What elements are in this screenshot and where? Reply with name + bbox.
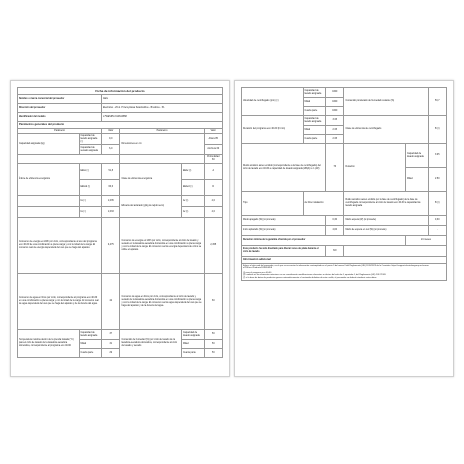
- noise-duration-full-value: 3:05: [428, 144, 446, 168]
- energy-consumption-value: 0,475: [102, 218, 120, 274]
- rinsing2-value: 4,0: [204, 207, 222, 218]
- depth-value: 63: [211, 159, 215, 162]
- sheet-title: Ficha de información del producto: [18, 88, 223, 95]
- energy-class-w: A: [204, 164, 222, 180]
- eei-w-label: EEIw (¹): [79, 164, 102, 180]
- dimensions-label: Dimensiones en cm: [120, 134, 204, 155]
- rinsing-value: 4,0: [204, 196, 222, 207]
- spin-half-value: 1600: [326, 98, 344, 107]
- eei-wd-label-2: EEIwd (¹): [181, 180, 204, 196]
- energy-consumption-wd-label: Consumo de energía en kWh por ciclo, correspondiente al ciclo de lavado y secado en la lavadora-secadora doméstica en una combinación a plena carga y con la mitad de la carga. El consumo real de energía dependerá de cómo se utilice el aparato.: [120, 218, 204, 274]
- col-value-header-2: Valor: [204, 129, 222, 134]
- col-value-header: Valor: [102, 129, 120, 134]
- standby-label: Modo espera (W) (si procede): [344, 216, 428, 226]
- noise-class-label: Ruido acústico aéreo emitido (en la fase de centrifugado) de la fase de centrifugado correspondiente al ciclo de lavado eco 40-60 a capacidad de lavado asignada: [344, 192, 428, 216]
- warranty-label: Duración mínima de la garantía ofrecida por el proveedor: [242, 236, 406, 246]
- capacity-wash-label: Capacidad de lavado asignada (¹): [79, 134, 102, 145]
- moisture-half-label: Mitad: [181, 340, 204, 349]
- iw2-label-2: Iw (¹): [181, 207, 204, 218]
- noise-class-value: B (²): [428, 192, 446, 216]
- spin-class-value: B (²): [428, 116, 446, 144]
- address-label: Dirección del proveedor: [18, 104, 102, 113]
- spin-half-label: Mitad: [303, 98, 326, 107]
- networked-standby-value: -: [428, 226, 446, 236]
- duration-half-label: Mitad: [303, 126, 326, 135]
- duration-half-value: 2:45: [326, 126, 344, 135]
- networked-standby-label: Modo de espera en red (W) (si procede): [344, 226, 428, 236]
- silver-ions-label: Este producto ha sido diseñado para liberar iones de plata durante el ciclo de lavado: [242, 246, 326, 257]
- iw-label-2: Iw (¹): [181, 196, 204, 207]
- water-consumption-wd-value: 63: [204, 274, 222, 330]
- off-mode-label: Modo apagado (W) (si procede): [242, 216, 326, 226]
- standby-value: 0,30: [428, 216, 446, 226]
- moisture-half-value: 53: [204, 340, 222, 349]
- temp-half-value: 31: [102, 340, 120, 349]
- water-consumption-wd-label: Consumo de agua en litros por ciclo, correspondiente al ciclo de lavado y secado de la lavadora-secadora doméstica en una combinación a plena carga y con la mitad de la carga. El consumo real de agua dependerá del uso que se haga del aparato y de la dureza del agua.: [120, 274, 204, 330]
- address-value: Electrolux - 26 ul. Przemyslowa Swiebodzice - Brudnice - PL: [102, 104, 223, 113]
- duration-full-label: Capacidad de lavado asignada: [303, 116, 326, 126]
- noise-duration-label: Duración: [344, 144, 406, 192]
- params-heading: Parámetros generales del producto: [18, 122, 223, 129]
- col-param-header-2: Parámetro: [120, 129, 204, 134]
- model-value: L7WES951 914610858: [102, 113, 223, 122]
- temp-quarter-value: 29: [102, 349, 120, 358]
- energy-class-label: Clase de eficiencia energética: [120, 164, 182, 196]
- temp-full-label: Capacidad de lavado asignada: [79, 330, 102, 340]
- product-info-table: [17, 87, 223, 358]
- temp-full-value: 37: [102, 330, 120, 340]
- spin-class-label: Clase de eficiencia de centrifugado: [344, 116, 428, 144]
- additional-info-link-text: Enlace al sitio web del proveedor, en el que se encuentra la información contemplada en el punto 9 del anexo II del Reglamento (UE) 2019/2023 de la Comisión: https://support.electroluxgroup.eu/scene-e/PSDocs/Products/914610858: [243, 264, 430, 270]
- temp-half-label: Mitad: [79, 340, 102, 349]
- residual-moisture-label: Contenido ponderado de humedad restante (%): [344, 88, 428, 116]
- water-consumption-label: Consumo de agua en litros por ciclo, correspondiente al programa eco 40-60 en una combinación a plena carga y con la mitad de la carga. El consumo real de agua dependerá del uso que se haga del aparato y de la dureza del agua.: [18, 274, 102, 330]
- silver-ions-value: NO: [326, 246, 344, 257]
- noise-duration-half-value: 2:50: [428, 168, 446, 192]
- duration-full-value: 3:45: [326, 116, 344, 126]
- spin-speed-label: Velocidad de centrifugado (rpm) (¹): [242, 88, 304, 116]
- iw2-label: Iw (¹): [79, 207, 102, 218]
- footnote-3: (³) si la base de datos de productos genera automáticamente el contenido definitivo de esta casilla, el proveedor no deberá introducir estos datos: [243, 277, 377, 279]
- duration-quarter-label: Cuarta parte: [303, 135, 326, 144]
- noise-label: Ruido acústico aéreo emitido (correspondiente a la fase de centrifugado) del ciclo de lavado eco 40-60 a capacidad de lavado asignada (dB(A) re 1 pW): [242, 144, 326, 192]
- width-label: Anchura: [207, 148, 216, 151]
- noise-duration-half-label: Mitad: [405, 168, 428, 192]
- additional-info-text: [242, 264, 447, 281]
- product-info-table-2: [241, 87, 447, 281]
- page-left: [10, 80, 230, 377]
- eei-label: Índice de eficiencia energética: [18, 164, 80, 196]
- col-param-header: Parámetro: [18, 129, 102, 134]
- energy-consumption-wd-value: 2,455: [204, 218, 222, 274]
- height-label: Altura: [208, 137, 215, 140]
- duration-label: Duración del programa eco 40-60 (h:min): [242, 116, 304, 144]
- eei-wd-value: 66,6: [102, 180, 120, 196]
- width-value: 60: [216, 148, 220, 151]
- moisture-quarter-label: Cuarta parte: [181, 349, 204, 358]
- spin-quarter-value: 1600: [326, 107, 344, 116]
- moisture-quarter-value: 53: [204, 349, 222, 358]
- temp-quarter-label: Cuarta parte: [79, 349, 102, 358]
- residual-moisture-value: 53,7: [428, 88, 446, 116]
- depth-label: Profundidad: [207, 156, 220, 159]
- footnote-2: (²) cambios en los elementos anteriores no se considerarán modificaciones relevantes a efectos del artículo 4, apartado 4, del Reglamento (UE) 2017/1369: [243, 274, 386, 277]
- eei-wd-label: EEIwd (¹): [79, 180, 102, 196]
- off-mode-value: 0,30: [326, 216, 344, 226]
- iw-value: 1,035: [102, 196, 120, 207]
- additional-info-heading: Información adicional: [242, 257, 447, 264]
- footnote-1: (¹) para el programa eco 40-60: [243, 271, 272, 274]
- warranty-value: 24 meses: [405, 236, 446, 246]
- duration-quarter-value: 2:45: [326, 135, 344, 144]
- type-label: Tipo: [242, 192, 304, 216]
- moisture-label: Contenido de humedad (%) por ciclo de lavado de la lavadora-secadora doméstica, correspondiente al ciclo de lavado y secado: [120, 330, 182, 358]
- moisture-full-label: Capacidad de lavado asignada: [181, 330, 204, 340]
- delay-start-label: Inicio aplazado (W) (si procede): [242, 226, 326, 236]
- noise-duration-full-label: Capacidad de lavado asignada: [405, 144, 428, 168]
- supplier-label: Nombre o marca comercial del proveedor: [18, 95, 102, 104]
- spin-full-value: 1600: [326, 88, 344, 98]
- spin-quarter-label: Cuarta parte: [303, 107, 326, 116]
- rinsing-label: Eficacia del aclarado (g/kg de tejido seco): [120, 196, 182, 218]
- page-right: [234, 80, 454, 377]
- supplier-value: AEG: [102, 95, 223, 104]
- height-value: 85: [215, 137, 218, 140]
- capacity-label: Capacidad asignada (kg): [18, 134, 80, 155]
- delay-start-value: 4,00: [326, 226, 344, 236]
- eei-w-value: 51,8: [102, 164, 120, 180]
- energy-class-wd: D: [204, 180, 222, 196]
- energy-consumption-label: Consumo de energía en kWh por ciclo, correspondiente al uso del programa eco 40-60 de una combinación a plena carga y con la mitad de la carga. El consumo real de energía dependerá del uso que se haga del aparato.: [18, 218, 102, 274]
- spin-full-label: Capacidad de lavado asignada: [303, 88, 326, 98]
- water-consumption-value: 42: [102, 274, 120, 330]
- capacity-wash-value: 9,0: [102, 134, 120, 145]
- model-label: Identificador del modelo: [18, 113, 102, 122]
- type-value: de libre instalación: [303, 192, 344, 216]
- eei-w-label-2: EEIw (¹): [181, 164, 204, 180]
- noise-value: 76: [326, 144, 344, 192]
- moisture-full-value: 53: [204, 330, 222, 340]
- iw-label: Iw (¹): [79, 196, 102, 207]
- capacity-dry-value: 6,0: [102, 145, 120, 155]
- capacity-dry-label: Capacidad de secado asignada: [79, 145, 102, 155]
- iw2-value: 1,033: [102, 207, 120, 218]
- max-temp-label: Temperatura máxima dentro de la prenda tratada (°C) para el ciclo de lavado de la lavadora-secadora doméstica, correspondiente al programa eco 40-60: [18, 330, 80, 358]
